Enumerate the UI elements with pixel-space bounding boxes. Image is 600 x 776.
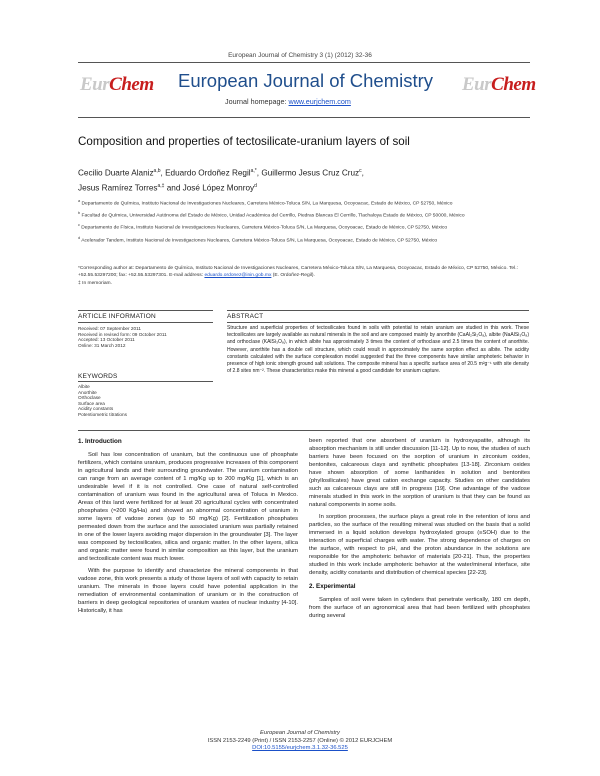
experimental-paragraph: Samples of soil were taken in cylinders that penetrate vertically, 180 cm depth, from the surface of an agronomical area that had been fertilized with phosphates during several — [309, 597, 530, 619]
keyword: Potentiometric titrations — [78, 411, 127, 417]
abstract-heading: ABSTRACT — [227, 313, 264, 320]
affiliation-item: $^a$ Departamento de Química, Instituto Nacional de Investigaciones Nucleares, Carretera México-Toluca S/N, La Marquesa, Ocoyoacac, Estado de México, CP 52750, México — [78, 199, 453, 207]
footer-journal: European Journal of Chemistry — [260, 730, 340, 736]
intro-paragraph: With the purpose to identify and characterize the mineral components in that vadose zone, this work presents a study of those layers of soil with capacity to retain uranium. The minerals in those layers could have potential application in the remediation of environmental contamination of uranium or in the construction of barriers in deep geological repositories of uranium wastes of nuclear industry [4-10]. Historically, it has — [78, 568, 298, 614]
intro-paragraph: In sorption processes, the surface plays a great role in the retention of ions and particles, so the surface of the resulting mineral was studied on the basis that a solid immersed in a liquid solution develops hydroxylated groups (≡SOH) due to the interaction of superficial charges with water. The strong dependence of charges on the surface, with respect to pH, and the proton abundance in the solutions are responsible for the amphoteric behavior of materials [20-21]. Thus, the properties studied in this work include amphoteric behavior at the water/mineral interface, site density, acidity constants and distribution of chemical species [22-23]. — [309, 514, 530, 576]
keyword: Orthoclase — [78, 395, 101, 401]
intro-paragraph: been reported that one absorbent of uranium is hydroxyapatite, although its absorption mechanism is still under discussion [11-12]. Up to now, the studies of such barriers have been focused on the sorption of uranium in zirconium oxides, bentonites, calcareous clays and synthetic phosphates [13-18]. Zirconium oxides have shown absorption of some lanthanides in solution and bentonites (phyllosilicates) have great cation exchange capacity. Studies on other candidates such as calcareous clays are still in progress [19]. One advantage of the vadose minerals studied in this work in the sorption of uranium is that they can be found as natural components in some soils. — [309, 438, 530, 508]
footer-issn: ISSN 2153-2249 (Print) / ISSN 2153-2257 (Online) © 2012 EURJCHEM — [207, 737, 393, 744]
author-name: Guillermo Jesus Cruz Cruz — [261, 168, 360, 178]
affiliations — [78, 198, 528, 247]
body-left-column — [78, 438, 298, 615]
affiliation-item: $^d$ Acelerador Tandem, Instituto Nacional de Investigaciones Nucleares, Carretera México-Toluca S/N, La Marquesa, Ocoyoacac, Estado de México, CP 52750, México — [78, 235, 438, 244]
journal-name: European Journal of Chemistry — [178, 70, 434, 91]
introduction-heading: 1. Introduction — [78, 438, 122, 445]
article-info-rule-top — [78, 310, 213, 311]
author-name: Cecilio Duarte Alaniz — [78, 168, 154, 178]
revised-date: Received in revised form: 09 October 2011 — [78, 331, 167, 337]
author-name: José López Monroy — [182, 183, 255, 193]
online-date: Online: 31 March 2012 — [78, 342, 126, 348]
front-matter-rule — [78, 430, 530, 431]
running-head: European Journal of Chemistry 3 (1) (2012) 32-36 — [228, 52, 372, 59]
article-title: Composition and properties of tectosilicate-uranium layers of soil — [78, 135, 410, 148]
author-list: Cecilio Duarte Alaniz$^{a,b}$, Eduardo Ordoñez Regil$^{a,*}$, Guillermo Jesus Cruz Cruz$^c$, Jesus Ramírez Torres$^{a,\ddagger}$ and José López Monroy$^d$ — [78, 168, 364, 193]
in-memoriam-note: ‡ In memoriam. — [78, 281, 112, 287]
keyword: Acidity constants — [78, 406, 114, 412]
journal-homepage: Journal homepage: www.eurjchem.com — [225, 97, 351, 106]
author-name: Jesus Ramírez Torres — [78, 183, 158, 193]
received-date: Received: 07 September 2011 — [78, 326, 141, 331]
keyword: Anorthite — [78, 389, 97, 395]
affiliation-item: $^c$ Departamento de Física, Instituto Nacional de Investigaciones Nucleares, Carretera México-Toluca S/N, La Marquesa, Ocoyoacac, Estado de México, CP 52750, México — [78, 223, 448, 232]
corresponding-author: *Corresponding author at: Departamento de Química, Instituto Nacional de Investigaciones Nucleares, Carretera México-Toluca S/N, La Marquesa, Ocoyoacac, Estado de México, CP 52750, México. Tel.: +52.55.53297200; fax: +52.55.53297301. E-mail address: eduardo.ordonez@inin.gob.mx (E. Ordoñez-Regil). ‡ In memoriam. — [78, 266, 528, 290]
homepage-link[interactable]: www.eurjchem.com — [288, 97, 351, 106]
body-right-column — [309, 437, 530, 620]
header-bottom-rule — [78, 117, 530, 118]
keyword: Surface area — [78, 400, 105, 406]
experimental-heading: 2. Experimental — [309, 583, 356, 590]
abstract-rule — [227, 322, 529, 323]
keyword: Albite — [78, 384, 90, 389]
journal-logo-left: EurChem — [80, 74, 154, 95]
intro-paragraph: Soil has low concentration of uranium, but the continuous use of phosphate fertilizers, which contains uranium, produces progressive increases of this component in agricultural lands and their surrounding groundwater. The uranium contamination can range from an average content of 1 mg/Kg up to 200 mg/Kg [1], which is an undesirable level if it is not controlled. One case of natural self-controlled contamination of uranium was found in the agricultural area of Toluca in Mexico. Areas of this land were fertilized for at least 20 agricultural cycles with concentrated phosphates (≈200 Kg/Ha) and showed an abnormal concentration of uranium in some layers of vadose zones (up to 50 mg/Kg) [2]. Fertilization phosphates permeated down from the surface and the associated uranium was partially retained in one of the lower layers avoiding major dispersion in the groundwater [3]. The layer was composed by tectosilicates, silica and organic matter. In the other layers, silica and organic matter were found in similar composition as this layer, but the uranium and tectosilicate content was much lower. — [78, 452, 298, 562]
abstract-text: Structure and superficial properties of tectosilicates found in soils with potential to retain uranium are studied in this work. These tectosilicates are largely available as natural minerals in the soil and are composed mainly by anorthite (CaAl₂Si₂O₈), albite (NaAlSi₃O₈) and orthoclase (KAlSi₃O₈), in which albite has approximately 3 times the content of orthoclase and 2.5 times the content of anorthite. However, anorthite has a double cell structure, which could result in approximately the same sorption effect as albite. The acidity constants calculated with the surface complexation model suggested that the three components have similar amphoteric behavior in presence of high ionic strength ground salt solutions. The composite mineral has a specific surface area of 20.5 m²g⁻¹ with site density of 2.8 sites nm⁻². These characteristics make this mineral a good candidate for uranium capture. — [227, 325, 529, 375]
abstract-rule-top — [227, 310, 529, 311]
journal-logo-right: EurChem — [462, 74, 536, 95]
keywords-list — [78, 384, 127, 418]
affiliation-item: $^b$ Facultad de Química, Universidad Autónoma del Estado de México, Unidad Académica del Cerrillo, Piedras Blancas El Cerrillo, Tlachaloya Estado de México, CP 50000, México — [78, 211, 465, 219]
article-info-heading: ARTICLE INFORMATION — [78, 313, 156, 320]
article-info-rule — [78, 322, 213, 323]
keywords-heading: KEYWORDS — [78, 373, 118, 380]
author-name: Eduardo Ordoñez Regil — [165, 168, 251, 178]
email-link[interactable]: eduardo.ordonez@inin.gob.mx — [204, 272, 272, 278]
article-dates — [78, 326, 167, 348]
doi-link[interactable]: DOI:10.5155/eurjchem.3.1.32-36.525 — [252, 745, 348, 751]
page-footer — [0, 730, 600, 753]
header-top-rule — [78, 62, 530, 63]
accepted-date: Accepted: 13 October 2011 — [78, 337, 135, 343]
keywords-rule — [78, 381, 213, 382]
